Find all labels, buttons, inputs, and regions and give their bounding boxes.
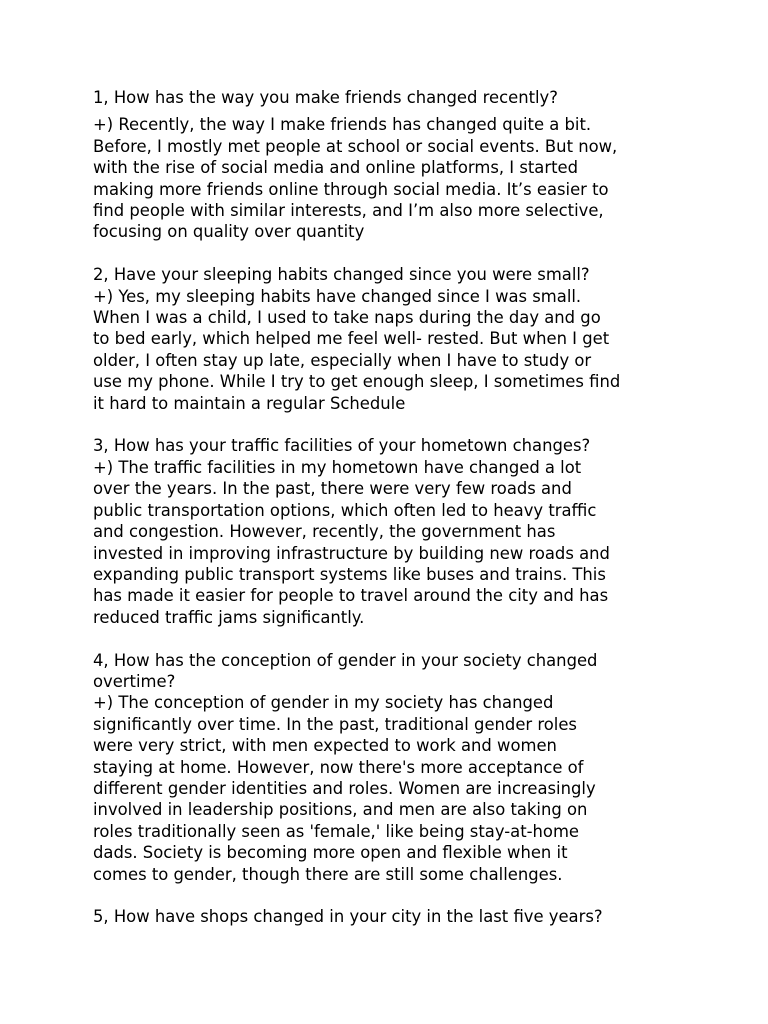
answer-2-line: When I was a child, I used to take naps during the day and go xyxy=(93,308,601,328)
answer-4-line: were very strict, with men expected to work and women xyxy=(93,736,557,756)
paragraph-gap xyxy=(93,885,683,906)
answer-4-line: +) The conception of gender in my society has changed xyxy=(93,693,554,713)
question-5: 5, How have shops changed in your city in the last five years? xyxy=(93,907,603,927)
paragraph-gap xyxy=(93,628,683,649)
answer-3-line: invested in improving infrastructure by building new roads and xyxy=(93,543,610,563)
document-body xyxy=(93,87,683,928)
question-2: 2, Have your sleeping habits changed since you were small? xyxy=(93,265,590,285)
answer-4-line: staying at home. However, now there's more acceptance of xyxy=(93,757,584,777)
answer-2-line: older, I often stay up late, especially when I have to study or xyxy=(93,350,592,370)
answer-2 xyxy=(93,286,683,414)
answer-3 xyxy=(93,457,683,628)
answer-2-line: +) Yes, my sleeping habits have changed since I was small. xyxy=(93,286,582,306)
answer-4 xyxy=(93,692,683,885)
answer-3-line: expanding public transport systems like buses and trains. This xyxy=(93,564,606,584)
answer-1-line: focusing on quality over quantity xyxy=(93,222,365,242)
answer-4-line: roles traditionally seen as 'female,' like being stay-at-home xyxy=(93,821,579,841)
answer-1-line: with the rise of social media and online platforms, I started xyxy=(93,158,578,178)
answer-4-line: involved in leadership positions, and men are also taking on xyxy=(93,800,588,820)
answer-1-line: Before, I mostly met people at school or social events. But now, xyxy=(93,136,618,156)
question-4-line: 4, How has the conception of gender in your society changed xyxy=(93,650,598,670)
answer-4-line: comes to gender, though there are still some challenges. xyxy=(93,864,563,884)
answer-1-line: +) Recently, the way I make friends has changed quite a bit. xyxy=(93,115,592,135)
answer-3-line: and congestion. However, recently, the government has xyxy=(93,522,556,542)
answer-1-line: find people with similar interests, and I’m also more selective, xyxy=(93,201,604,221)
answer-4-line: significantly over time. In the past, traditional gender roles xyxy=(93,714,577,734)
question-3: 3, How has your traffic facilities of your hometown changes? xyxy=(93,436,591,456)
answer-4-line: different gender identities and roles. Women are increasingly xyxy=(93,778,596,798)
answer-1-line: making more friends online through social media. It’s easier to xyxy=(93,179,609,199)
answer-3-line: public transportation options, which often led to heavy traffic xyxy=(93,500,597,520)
question-1: 1, How has the way you make friends changed recently? xyxy=(93,88,558,107)
answer-1 xyxy=(93,114,683,242)
answer-2-line: it hard to maintain a regular Schedule xyxy=(93,393,406,413)
question-4 xyxy=(93,650,683,693)
paragraph-gap xyxy=(93,414,683,435)
answer-3-line: has made it easier for people to travel around the city and has xyxy=(93,586,609,606)
answer-3-line: over the years. In the past, there were very few roads and xyxy=(93,479,572,499)
answer-2-line: use my phone. While I try to get enough sleep, I sometimes find xyxy=(93,372,621,392)
paragraph-gap xyxy=(93,243,683,264)
answer-3-line: +) The traffic facilities in my hometown have changed a lot xyxy=(93,457,582,477)
answer-3-line: reduced traffic jams significantly. xyxy=(93,607,365,627)
question-4-line: overtime? xyxy=(93,671,176,691)
answer-4-line: dads. Society is becoming more open and flexible when it xyxy=(93,843,568,863)
answer-2-line: to bed early, which helped me feel well- rested. But when I get xyxy=(93,329,610,349)
